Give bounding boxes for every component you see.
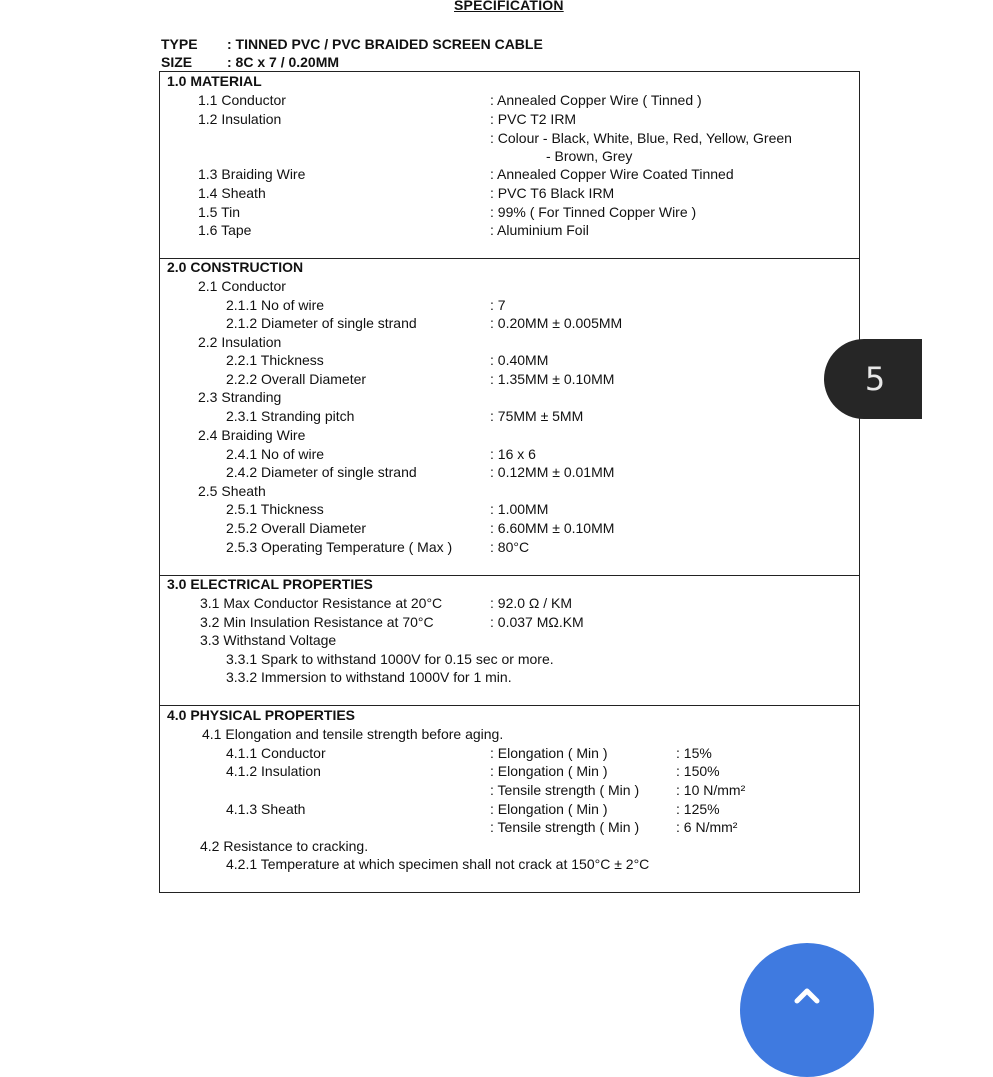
row-prop: : Tensile strength ( Min ) (490, 782, 640, 798)
row-label: 3.3.1 Spark to withstand 1000V for 0.15 sec or more. (226, 651, 554, 667)
section-heading: 4.0 PHYSICAL PROPERTIES (167, 707, 356, 723)
row-label: 4.2.1 Temperature at which specimen shall not crack at 150°C ± 2°C (226, 856, 650, 872)
row-value: : 6.60MM ± 0.10MM (490, 520, 615, 536)
row-label: 2.5 Sheath (198, 483, 266, 499)
row-prop: : Tensile strength ( Min ) (490, 819, 640, 835)
row-label: 2.3 Stranding (198, 389, 282, 405)
row-label: 1.1 Conductor (198, 92, 286, 108)
row-label: 2.2.2 Overall Diameter (226, 371, 367, 387)
row-value: : 92.0 Ω / KM (490, 595, 573, 611)
row-value: : 16 x 6 (490, 446, 536, 462)
section-physical (159, 705, 860, 893)
row-value: - Brown, Grey (546, 148, 633, 164)
row-prop: : Elongation ( Min ) (490, 745, 608, 761)
row-value: : PVC T2 IRM (490, 111, 577, 127)
row-label: 2.5.3 Operating Temperature ( Max ) (226, 539, 453, 555)
row-value: : 0.20MM ± 0.005MM (490, 315, 623, 331)
row-value: : PVC T6 Black IRM (490, 185, 615, 201)
row-value: : 1.35MM ± 0.10MM (490, 371, 615, 387)
row-value: : 1.00MM (490, 501, 549, 517)
row-label: 1.4 Sheath (198, 185, 266, 201)
row-value: : 150% (676, 763, 720, 779)
size-key: SIZE (161, 54, 193, 70)
row-value: : 0.40MM (490, 352, 549, 368)
row-label: 2.4 Braiding Wire (198, 427, 306, 443)
row-label: 2.5.2 Overall Diameter (226, 520, 367, 536)
row-prop: : Elongation ( Min ) (490, 763, 608, 779)
page-number-badge[interactable] (824, 339, 922, 419)
row-value: : Annealed Copper Wire ( Tinned ) (490, 92, 702, 108)
row-label: 2.2.1 Thickness (226, 352, 324, 368)
row-value: : 99% ( For Tinned Copper Wire ) (490, 204, 697, 220)
row-label: 4.1.3 Sheath (226, 801, 306, 817)
row-label: 3.3.2 Immersion to withstand 1000V for 1 min. (226, 669, 512, 685)
row-value: : 0.037 MΩ.KM (490, 614, 584, 630)
type-value: : TINNED PVC / PVC BRAIDED SCREEN CABLE (227, 36, 543, 52)
row-label: 3.1 Max Conductor Resistance at 20°C (200, 595, 443, 611)
row-label: 4.1.2 Insulation (226, 763, 321, 779)
section-heading: 3.0 ELECTRICAL PROPERTIES (167, 576, 373, 592)
type-key: TYPE (161, 36, 198, 52)
row-label: 2.1.1 No of wire (226, 297, 325, 313)
type-row (161, 36, 661, 54)
row-value: : 6 N/mm² (676, 819, 738, 835)
row-value: : 125% (676, 801, 720, 817)
row-label: 2.4.1 No of wire (226, 446, 325, 462)
row-value: : Annealed Copper Wire Coated Tinned (490, 166, 734, 182)
row-value: : Colour - Black, White, Blue, Red, Yellow, Green (490, 130, 792, 146)
row-value: : 75MM ± 5MM (490, 408, 584, 424)
row-label: 1.5 Tin (198, 204, 241, 220)
section-heading: 2.0 CONSTRUCTION (167, 259, 304, 275)
row-label: 3.3 Withstand Voltage (200, 632, 337, 648)
row-label: 4.1.1 Conductor (226, 745, 326, 761)
section-construction (159, 258, 860, 576)
row-label: 2.1.2 Diameter of single strand (226, 315, 417, 331)
section-material (159, 71, 860, 259)
row-label: 3.2 Min Insulation Resistance at 70°C (200, 614, 434, 630)
size-row (161, 54, 661, 72)
row-label: 4.1 Elongation and tensile strength before aging. (202, 726, 504, 742)
row-label: 2.4.2 Diameter of single strand (226, 464, 417, 480)
row-value: : 0.12MM ± 0.01MM (490, 464, 615, 480)
row-label: 1.6 Tape (198, 222, 252, 238)
section-heading: 1.0 MATERIAL (167, 73, 262, 89)
row-label: 2.2 Insulation (198, 334, 282, 350)
row-value: : Aluminium Foil (490, 222, 589, 238)
row-label: 4.2 Resistance to cracking. (200, 838, 369, 854)
row-label: 2.1 Conductor (198, 278, 286, 294)
row-value: : 7 (490, 297, 506, 313)
row-label: 2.3.1 Stranding pitch (226, 408, 355, 424)
row-prop: : Elongation ( Min ) (490, 801, 608, 817)
row-value: : 80°C (490, 539, 530, 555)
page-number: 5 (864, 360, 886, 398)
row-value: : 15% (676, 745, 712, 761)
row-value: : 10 N/mm² (676, 782, 746, 798)
chevron-up-icon (740, 943, 874, 1077)
size-value: : 8C x 7 / 0.20MM (227, 54, 340, 70)
document-title: SPECIFICATION (454, 0, 564, 13)
section-electrical (159, 575, 860, 706)
row-label: 1.2 Insulation (198, 111, 282, 127)
scroll-up-button[interactable] (740, 943, 874, 1077)
row-label: 1.3 Braiding Wire (198, 166, 306, 182)
row-label: 2.5.1 Thickness (226, 501, 324, 517)
